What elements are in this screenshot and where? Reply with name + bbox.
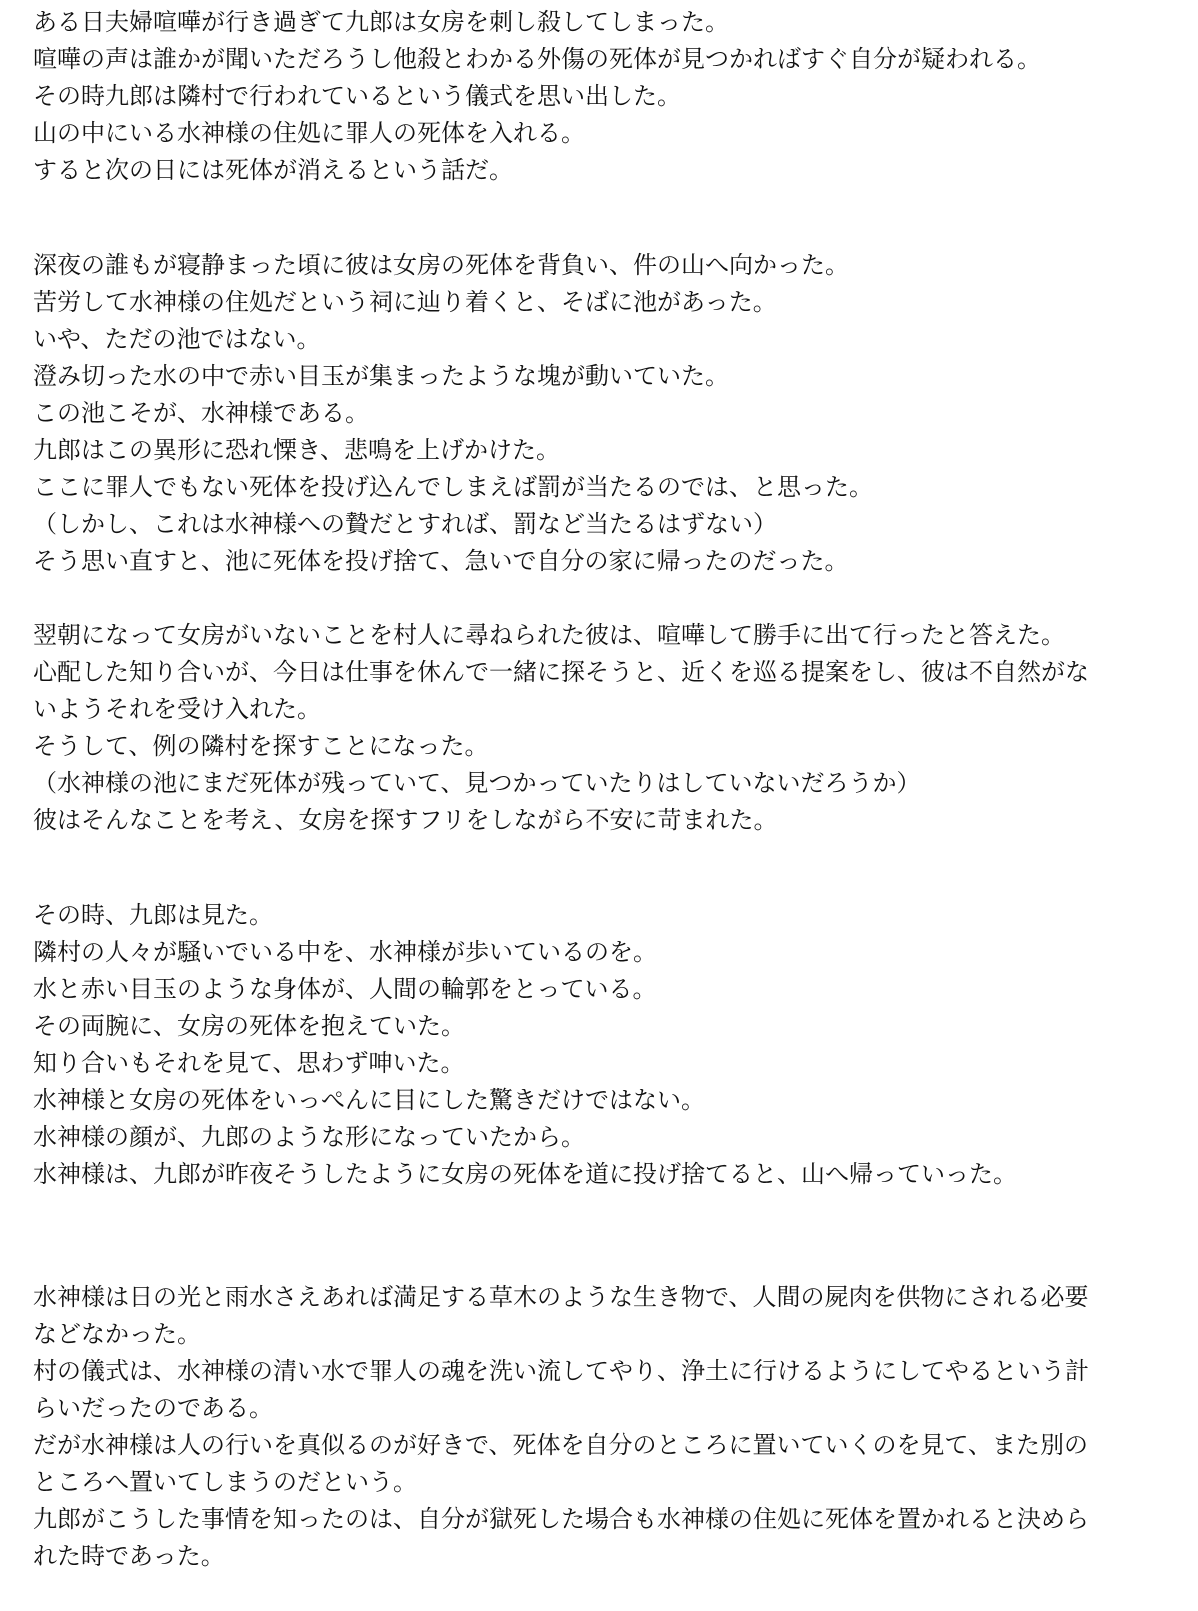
text-line: すると次の日には死体が消えるという話だ。 xyxy=(33,156,513,184)
text-line: 隣村の人々が騒いでいる中を、水神様が歩いているのを。 xyxy=(33,938,657,966)
text-line: 水と赤い目玉のような身体が、人間の輪郭をとっている。 xyxy=(33,975,657,1003)
paragraph-2 xyxy=(33,247,1163,580)
text-line: そう思い直すと、池に死体を投げ捨て、急いで自分の家に帰ったのだった。 xyxy=(33,547,849,575)
text-line: そうして、例の隣村を探すことになった。 xyxy=(33,732,489,760)
text-line: 村の儀式は、水神様の清い水で罪人の魂を洗い流してやり、浄土に行けるようにしてやるという計 xyxy=(33,1357,1089,1385)
text-line: ある日夫婦喧嘩が行き過ぎて九郎は女房を刺し殺してしまった。 xyxy=(33,8,729,36)
text-line: 彼はそんなことを考え、女房を探すフリをしながら不安に苛まれた。 xyxy=(33,806,778,834)
text-line: （しかし、これは水神様への贄だとすれば、罰など当たるはずない） xyxy=(33,510,777,538)
text-line: 水神様と女房の死体をいっぺんに目にした驚きだけではない。 xyxy=(33,1086,705,1114)
text-line: 水神様の顔が、九郎のような形になっていたから。 xyxy=(33,1123,585,1151)
text-line: ところへ置いてしまうのだという。 xyxy=(33,1468,417,1496)
paragraph-gap xyxy=(33,189,1163,247)
text-line: 喧嘩の声は誰かが聞いただろうし他殺とわかる外傷の死体が見つかればすぐ自分が疑われる。 xyxy=(33,45,1041,73)
text-line: ここに罪人でもない死体を投げ込んでしまえば罰が当たるのでは、と思った。 xyxy=(33,473,873,501)
text-line: らいだったのである。 xyxy=(33,1394,273,1422)
text-line: 九郎はこの異形に恐れ慄き、悲鳴を上げかけた。 xyxy=(33,436,561,464)
paragraph-1 xyxy=(33,4,1163,189)
text-line: 苦労して水神様の住処だという祠に辿り着くと、そばに池があった。 xyxy=(33,288,777,316)
text-line: だが水神様は人の行いを真似るのが好きで、死体を自分のところに置いていくのを見て、また別の xyxy=(33,1431,1089,1459)
text-line: 知り合いもそれを見て、思わず呻いた。 xyxy=(33,1049,465,1077)
text-line: （水神様の池にまだ死体が残っていて、見つかっていたりはしていないだろうか） xyxy=(33,769,921,797)
text-line: などなかった。 xyxy=(33,1320,201,1348)
text-line: 心配した知り合いが、今日は仕事を休んで一緒に探そうと、近くを巡る提案をし、彼は不自然がな xyxy=(33,658,1089,686)
text-line: その時、九郎は見た。 xyxy=(33,901,273,929)
paragraph-gap xyxy=(33,580,1163,617)
text-line: 九郎がこうした事情を知ったのは、自分が獄死した場合も水神様の住処に死体を置かれると決めら xyxy=(33,1505,1089,1533)
paragraph-4 xyxy=(33,897,1163,1193)
paragraph-gap xyxy=(33,1193,1163,1279)
text-line: その時九郎は隣村で行われているという儀式を思い出した。 xyxy=(33,82,681,110)
paragraph-3 xyxy=(33,617,1163,839)
text-line: この池こそが、水神様である。 xyxy=(33,399,369,427)
text-line: 翌朝になって女房がいないことを村人に尋ねられた彼は、喧嘩して勝手に出て行ったと答えた。 xyxy=(33,621,1065,649)
text-line: れた時であった。 xyxy=(33,1542,225,1570)
text-line: 澄み切った水の中で赤い目玉が集まったような塊が動いていた。 xyxy=(33,362,729,390)
text-line: いようそれを受け入れた。 xyxy=(33,695,321,723)
story-text-body xyxy=(33,4,1163,1575)
text-line: 水神様は、九郎が昨夜そうしたように女房の死体を道に投げ捨てると、山へ帰っていった。 xyxy=(33,1160,1017,1188)
text-line: 山の中にいる水神様の住処に罪人の死体を入れる。 xyxy=(33,119,585,147)
paragraph-5 xyxy=(33,1279,1163,1575)
text-line: いや、ただの池ではない。 xyxy=(33,325,321,353)
paragraph-gap xyxy=(33,839,1163,897)
text-line: 水神様は日の光と雨水さえあれば満足する草木のような生き物で、人間の屍肉を供物にされる必要 xyxy=(33,1283,1089,1311)
text-line: その両腕に、女房の死体を抱えていた。 xyxy=(33,1012,465,1040)
text-line: 深夜の誰もが寝静まった頃に彼は女房の死体を背負い、件の山へ向かった。 xyxy=(33,251,849,279)
